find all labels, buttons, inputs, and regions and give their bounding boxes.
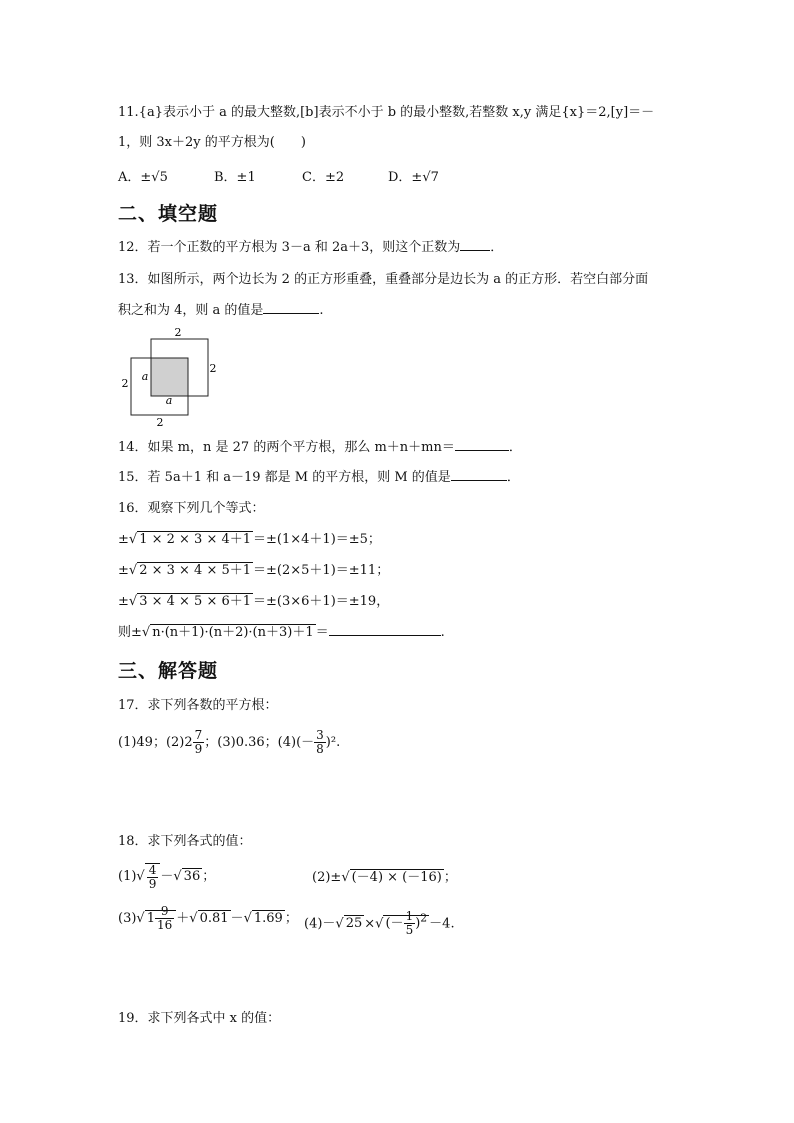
plus-minus: ± [118,594,129,609]
radicand: 2 × 3 × 4 × 5＋1 [139,563,252,578]
overlapping-squares-figure [112,322,232,432]
fraction-1-5 [404,910,416,937]
radicand: 36 [183,869,201,884]
label: (3) [118,911,137,926]
q11-option-c: C．±2 [302,170,345,185]
q18-item-3: (3)√ 1 $\frac{9}{16}$ ＋√ 0.81 －√ 1.69 ； [118,904,298,932]
radicand: 1.69 [253,911,283,926]
equation-rest: ＝ [315,625,329,640]
radicand: 3 × 4 × 5 × 6＋1 [139,594,252,609]
q16-equation-1: ±√ 1 × 2 × 3 × 4＋1 ＝±(1×4＋1)＝±5； [118,532,381,547]
end: －4. [429,916,455,932]
end: ； [202,869,216,884]
q15-answer-blank [451,467,507,481]
q11-option-d: D．±√7 [388,170,439,185]
q11-line2: 1，则 3x＋2y 的平方根为( ) [118,135,306,150]
numerator: 1 [405,909,414,924]
q17-part3: )². [325,735,341,750]
label-inner-bottom: a [165,394,173,407]
plus-minus: ± [118,532,129,547]
equation-end: . [440,625,445,640]
fraction-4-9 [145,863,161,891]
fraction-9-16 [155,905,174,932]
q19-title: 19．求下列各式中 x 的值： [118,1011,281,1026]
denominator: 9 [148,876,157,891]
q18-item-4: (4)－√ 25 ×√ (－ $\frac{1}{5}$ )$^2$ －4. [304,909,455,938]
overlap-square [151,358,188,396]
radicand: 25 [345,916,363,932]
q11-option-b: B．±1 [214,170,256,185]
label-left: 2 [121,377,129,390]
equation-rest: ＝±(2×5＋1)＝±11； [253,563,390,578]
label-bottom: 2 [156,416,164,429]
numerator: 9 [155,905,174,919]
plus-minus: ± [118,563,129,578]
operator: ＋ [176,911,190,926]
radicand: (－4) × (－16) [351,870,442,885]
q16-equation-3: ±√ 3 × 4 × 5 × 6＋1 ＝±(3×6＋1)＝±19， [118,594,390,609]
q12-text: 12．若一个正数的平方根为 3－a 和 2a＋3，则这个正数为 [118,240,461,255]
q18-item-2: (2)±√ (－4) × (－16) ； [312,870,457,885]
operator: － [160,869,174,884]
prefix: 则± [118,625,142,640]
sign: － [390,916,404,932]
exponent: 2 [420,912,428,925]
q12 [118,237,503,258]
radicand: 1 × 2 × 3 × 4＋1 [139,532,252,547]
q13-end: . [319,303,324,318]
q13-line2 [118,300,324,321]
q13-answer-blank [263,300,319,314]
integer-part: 1 [146,911,155,926]
q16-answer-blank [329,622,441,636]
q12-answer-blank [460,237,490,251]
q17-title: 17．求下列各数的平方根： [118,698,278,713]
q13-line2-text: 积之和为 4，则 a 的值是 [118,303,264,318]
equation-rest: ＝±(3×6＋1)＝±19， [253,594,390,609]
label-right: 2 [209,362,217,375]
operator: － [230,911,244,926]
q14 [118,437,522,458]
q16-equation-2: ±√ 2 × 3 × 4 × 5＋1 ＝±(2×5＋1)＝±11； [118,563,390,578]
q11-line1: 11.{a}表示小于 a 的最大整数,[b]表示不小于 b 的最小整数,若整数 x,y 满足{x}＝2,[y]＝－ [118,105,655,120]
label-inner-left: a [141,370,149,383]
denominator: 16 [157,918,173,932]
mixed-number-radicand [145,904,177,932]
section-heading-fill-blank: 二、填空题 [118,203,219,225]
numerator: 7 [194,728,203,742]
numerator: 3 [316,728,324,742]
q13-line1: 13．如图所示，两个边长为 2 的正方形重叠，重叠部分是边长为 a 的正方形．若空白部分面 [118,272,649,287]
q16-equation-4: 则±√ n·(n＋1)·(n＋2)·(n＋3)＋1 ＝ . [118,622,445,643]
q17-items [118,728,340,758]
q15 [118,467,520,488]
q17-part2: ；(3)0.36；(4)(－ [204,735,315,750]
power-radicand: (－ $\frac{1}{5}$ )$^2$ [385,909,428,938]
fraction-3-8 [314,729,326,756]
denominator: 9 [194,742,203,756]
denominator: 5 [405,923,414,938]
q15-text: 15．若 5a＋1 和 a－19 都是 M 的平方根，则 M 的值是 [118,470,451,485]
equation-rest: ＝±(1×4＋1)＝±5； [253,532,381,547]
denominator: 8 [316,742,324,756]
operator: × [364,916,376,932]
label: (1) [118,869,137,884]
q18-item-1: (1)√ $\frac{4}{9}$ －√ 36 ； [118,862,216,891]
q14-text: 14．如果 m，n 是 27 的两个平方根，那么 m＋n＋mn＝ [118,440,455,455]
q11-option-a: A．±√5 [118,170,168,185]
q16-title: 16．观察下列几个等式： [118,501,265,516]
end: ； [443,870,457,885]
section-heading-answer: 三、解答题 [118,660,219,682]
q17-part1: (1)49；(2)2 [118,735,193,750]
numerator: 4 [148,862,157,877]
label: (4)－ [304,916,336,932]
fraction-7-9 [193,729,205,756]
end: ； [284,911,298,926]
q15-end: ． [506,470,520,485]
q14-answer-blank [455,437,509,451]
radicand: 0.81 [199,911,229,926]
label: (2)± [312,870,342,885]
q12-end: ． [490,240,504,255]
q14-end: ． [508,440,522,455]
label-top: 2 [174,326,182,339]
q18-title: 18．求下列各式的值： [118,834,252,849]
radicand: n·(n＋1)·(n＋2)·(n＋3)＋1 [152,625,314,640]
